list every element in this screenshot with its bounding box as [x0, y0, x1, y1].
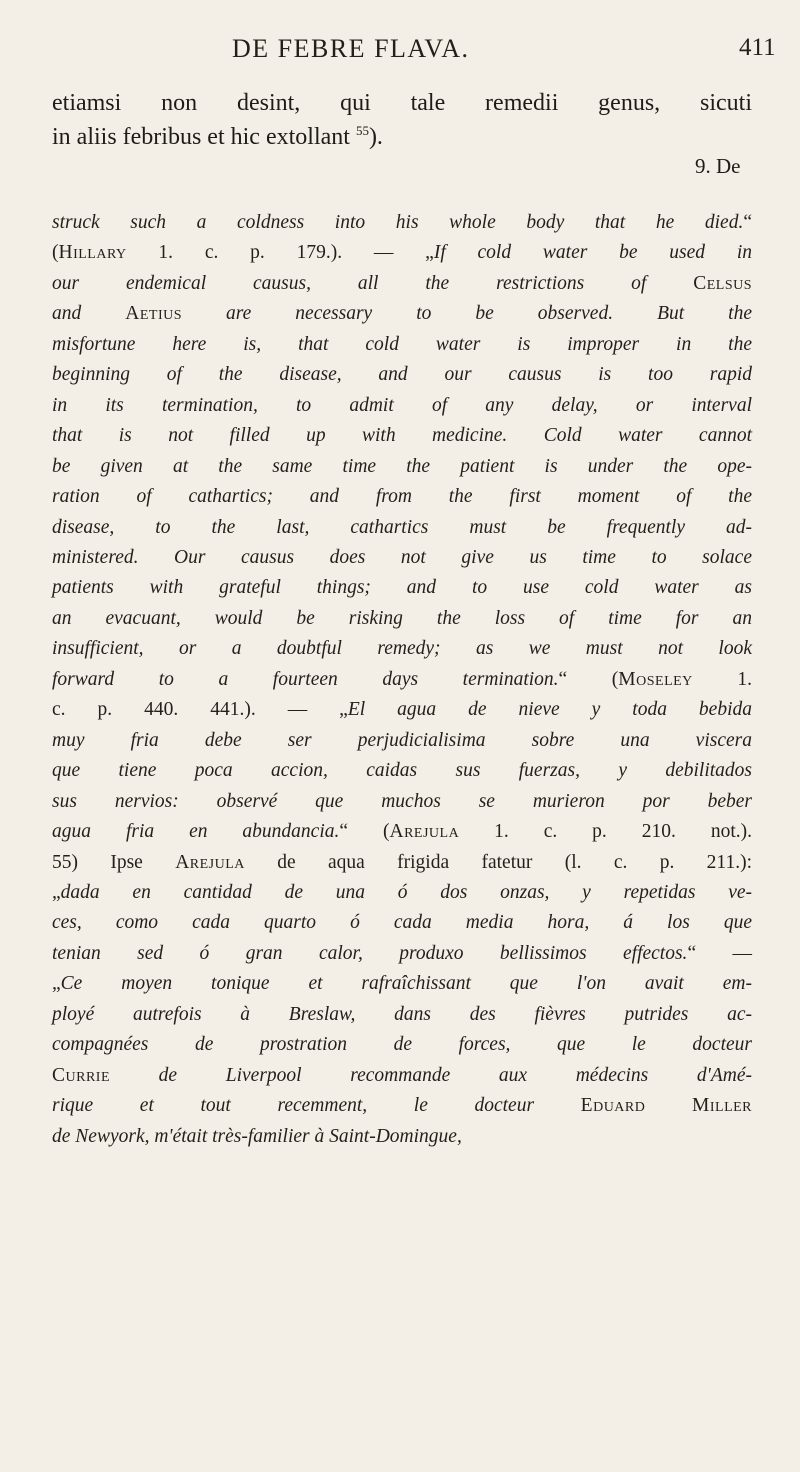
footnote-line: ministered. Our causus does not give us time to solace: [52, 546, 752, 568]
footnote-line: agua fria en abundancia.“ (Arejula 1. c. p. 210. not.).: [52, 821, 752, 843]
main-text-line: in aliis febribus et hic extollant $^{55}$).: [52, 123, 383, 150]
footnote-line: ration of cathartics; and from the first moment of the: [52, 486, 752, 508]
author-name: Miller: [692, 1095, 753, 1117]
footnote-line: tenian sed ó gran calor, produxo bellissimos effectos.“ —: [52, 942, 753, 964]
footnote-ref: 55: [355, 123, 369, 138]
footnote-line: „dada en cantidad de una ó dos onzas, y repetidas ve-: [52, 881, 752, 903]
author-name: Arejula: [389, 821, 460, 843]
page-number: 411: [739, 34, 776, 61]
footnote-line: 55) Ipse Arejula de aqua frigida fatetur (l. c. p. 211.):: [52, 851, 752, 873]
footnote-line: beginning of the disease, and our causus is too rapid: [52, 364, 752, 386]
footnote-line: be given at the same time the patient is under the ope-: [52, 455, 752, 477]
footnote-line: an evacuant, would be risking the loss of time for an: [52, 607, 752, 629]
footnote-line: in its termination, to admit of any delay, or interval: [52, 394, 752, 416]
footnote-line: rique et tout recemment, le docteur Eduard Miller: [52, 1095, 753, 1117]
footnote-line: struck such a coldness into his whole body that he died.“: [52, 212, 752, 233]
footnote-line: our endemical causus, all the restrictions of Celsus: [52, 272, 752, 294]
footnote-block: [52, 208, 752, 1152]
main-text: [52, 86, 752, 154]
main-text-line: etiamsi non desint, qui tale remedii genus, sicuti: [52, 90, 752, 116]
footnote-line: de Newyork, m'était très-familier à Saint-Domingue,: [52, 1125, 462, 1147]
author-name: Celsus: [693, 272, 752, 294]
page-title: DE FEBRE FLAVA.: [232, 34, 470, 63]
footnote-line: disease, to the last, cathartics must be frequently ad-: [52, 516, 752, 538]
author-name: Arejula: [175, 851, 245, 873]
footnote-line: muy fria debe ser perjudicialisima sobre una viscera: [52, 729, 752, 751]
catchword: 9. De: [695, 154, 741, 178]
author-name: Eduard: [580, 1095, 646, 1117]
footnote-line: (Hillary 1. c. p. 179.). — „If cold water be used in: [52, 242, 753, 264]
footnote-line: que tiene poca accion, caidas sus fuerzas, y debilitados: [52, 760, 752, 782]
author-name: Aetius: [125, 303, 183, 325]
author-name: Hillary: [58, 242, 127, 264]
running-head: [0, 34, 800, 64]
footnote-line: and Aetius are necessary to be observed. But the: [52, 303, 752, 325]
footnote-line: c. p. 440. 441.). — „El agua de nieve y toda bebida: [52, 699, 752, 721]
footnote-line: forward to a fourteen days termination.“ (Moseley 1.: [52, 668, 752, 690]
footnote-line: that is not filled up with medicine. Cold water cannot: [52, 425, 752, 447]
author-name: Moseley: [618, 668, 693, 690]
footnote-line: compagnées de prostration de forces, que le docteur: [52, 1034, 752, 1056]
footnote-line: ces, como cada quarto ó cada media hora, á los que: [52, 912, 752, 934]
footnote-line: patients with grateful things; and to use cold water as: [52, 577, 752, 599]
footnote-line: „Ce moyen tonique et rafraîchissant que l'on avait em-: [52, 973, 752, 995]
footnote-line: insufficient, or a doubtful remedy; as we must not look: [52, 638, 752, 660]
footnote-line: ployé autrefois à Breslaw, dans des fièvres putrides ac-: [52, 1003, 752, 1025]
footnote-line: Currie de Liverpool recommande aux médecins d'Amé-: [52, 1064, 752, 1086]
footnote-line: sus nervios: observé que muchos se murieron por beber: [52, 790, 752, 812]
author-name: Currie: [52, 1064, 111, 1086]
footnote-line: misfortune here is, that cold water is improper in the: [52, 333, 752, 355]
